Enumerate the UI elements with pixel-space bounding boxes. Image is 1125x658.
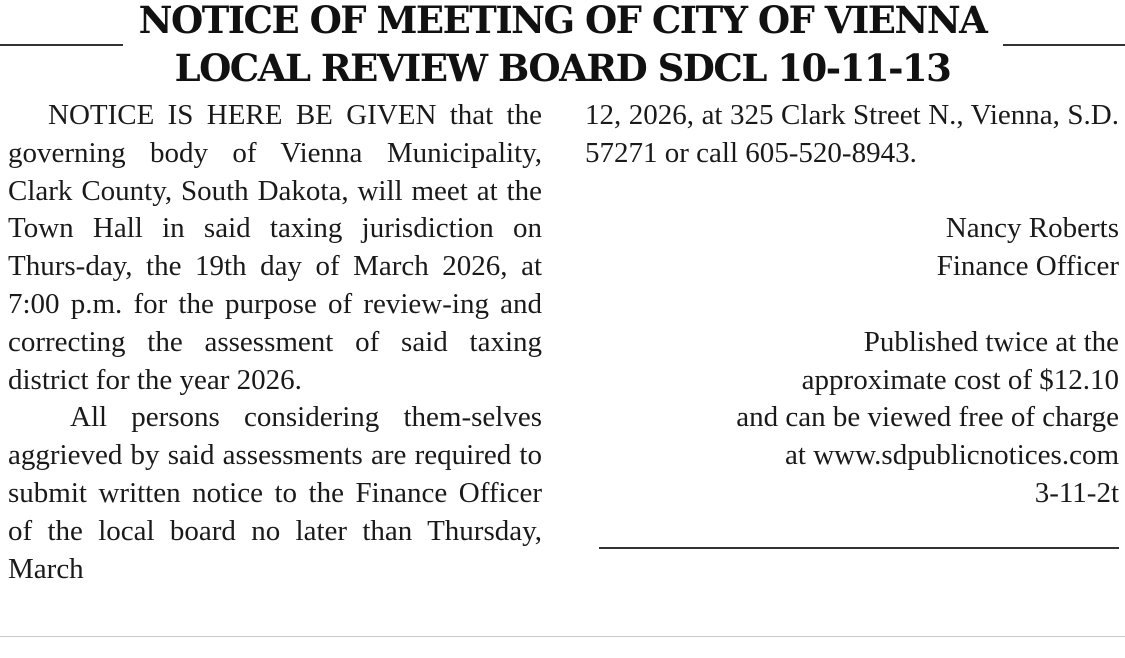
- notice-title-line-1: NOTICE OF MEETING OF CITY OF VIENNA: [138, 0, 987, 42]
- end-rule: [599, 547, 1119, 549]
- notice-paragraph-2: All persons considering them-selves aggrieved by said assessments are required to submit written notice to the Finance Officer of the local board no later than Thursday, March: [8, 401, 542, 585]
- signer-name: Nancy Roberts: [945, 212, 1119, 245]
- title-rule-left: [0, 44, 123, 46]
- title-rule-right: [1003, 44, 1125, 46]
- publication-code: 3-11-2t: [1034, 476, 1119, 509]
- bottom-divider: [0, 636, 1125, 637]
- spacer: [585, 173, 1119, 211]
- notice-column-left: [8, 97, 542, 588]
- notice-column-right: [585, 97, 1119, 549]
- spacer: [585, 286, 1119, 324]
- notice-paragraph-1: NOTICE IS HERE BE GIVEN that the governing body of Vienna Municipality, Clark County, South Dakota, will meet at the Town Hall in said taxing jurisdiction on Thurs-day, the 19th day of March 2026, at 7:00 p.m. for the purpose of review-ing and correcting the assessment of said taxing district for the year 2026.: [8, 99, 542, 396]
- publication-line-2: approximate cost of $12.10: [801, 363, 1119, 396]
- notice-paragraph-2-continued: 12, 2026, at 325 Clark Street N., Vienna, S.D. 57271 or call 605-520-8943.: [585, 99, 1119, 169]
- signer-title: Finance Officer: [936, 250, 1119, 283]
- publication-line-3: and can be viewed free of charge: [736, 401, 1119, 434]
- notice-title-line-2: LOCAL REVIEW BOARD SDCL 10-11-13: [174, 46, 951, 90]
- publication-line-4: at www.sdpublicnotices.com: [785, 439, 1119, 472]
- publication-line-1: Published twice at the: [863, 325, 1119, 358]
